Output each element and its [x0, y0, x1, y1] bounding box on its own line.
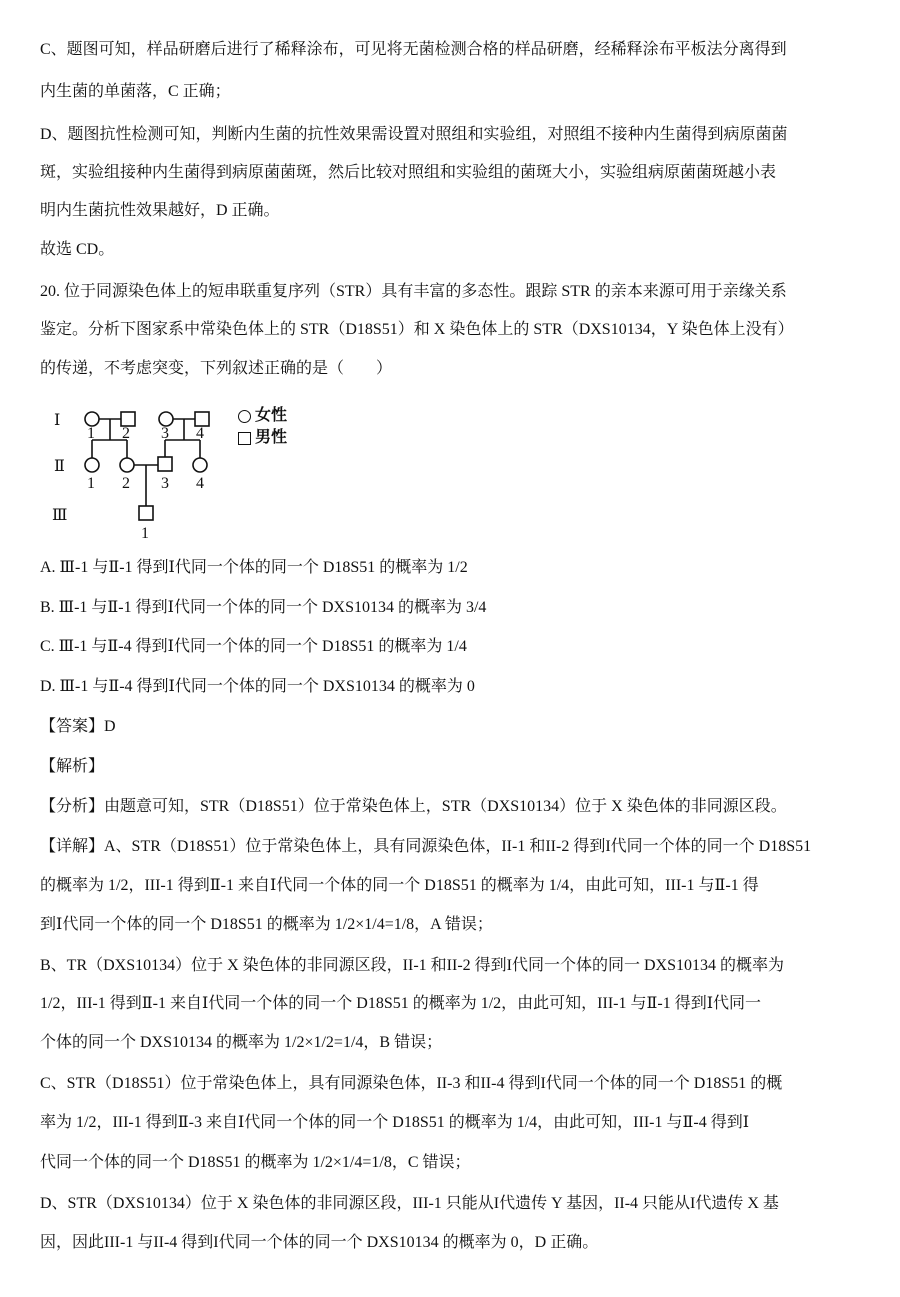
legend-female	[238, 405, 287, 427]
gen1-female-1	[85, 412, 99, 426]
option-d-line-2: 斑，实验组接种内生菌得到病原菌菌斑，然后比较对照组和实验组的菌斑大小，实验组病原菌菌斑越小表	[40, 164, 777, 181]
gen2-female-1	[85, 458, 99, 472]
option-d: D. Ⅲ-1 与Ⅱ-4 得到Ⅰ代同一个体的同一个 DXS10134 的概率为 0	[40, 678, 475, 695]
gen-label-2: Ⅱ	[54, 458, 65, 475]
legend-male	[238, 427, 287, 449]
circle-icon	[238, 410, 251, 423]
detail-a-line-3: 到Ⅰ代同一个体的同一个 D18S51 的概率为 1/2×1/4=1/8，A 错误；	[40, 916, 493, 933]
gen2-female-4	[193, 458, 207, 472]
gen1-female-3	[159, 412, 173, 426]
gen3-number: 1	[141, 525, 149, 542]
gen2-number: 1	[87, 475, 95, 492]
pedigree-legend	[238, 405, 287, 449]
option-c-line-1: C、题图可知，样品研磨后进行了稀释涂布，可见将无菌检测合格的样品研磨，经稀释涂布平板法分离得到	[40, 41, 787, 58]
option-c-line-2: 内生菌的单菌落，C 正确；	[40, 83, 231, 100]
option-c: C. Ⅲ-1 与Ⅱ-4 得到Ⅰ代同一个体的同一个 D18S51 的概率为 1/4	[40, 638, 467, 655]
detail-c-line-3: 代同一个体的同一个 D18S51 的概率为 1/2×1/4=1/8，C 错误；	[40, 1154, 471, 1171]
gen1-number: 4	[196, 425, 204, 442]
question-stem-line-2: 鉴定。分析下图家系中常染色体上的 STR（D18S51）和 X 染色体上的 STR（DXS10134，Y 染色体上没有）	[40, 321, 794, 338]
detail-d-line-1: D、STR（DXS10134）位于 X 染色体的非同源区段，III-1 只能从I代遗传 Y 基因，II-4 只能从I代遗传 X 基	[40, 1195, 779, 1212]
gen2-number: 4	[196, 475, 204, 492]
conclusion-line: 故选 CD。	[40, 241, 115, 258]
legend-female-label: 女性	[255, 407, 288, 424]
analysis-summary: 【分析】由题意可知，STR（D18S51）位于常染色体上，STR（DXS10134）位于 X 染色体的非同源区段。	[40, 798, 787, 815]
option-d-line-1: D、题图抗性检测可知，判断内生菌的抗性效果需设置对照组和实验组，对照组不接种内生菌得到病原菌菌	[40, 126, 788, 143]
option-b: B. Ⅲ-1 与Ⅱ-1 得到Ⅰ代同一个体的同一个 DXS10134 的概率为 3/4	[40, 599, 487, 616]
legend-male-label: 男性	[255, 429, 288, 446]
detail-c-line-2: 率为 1/2，III-1 得到Ⅱ-3 来自Ⅰ代同一个体的同一个 D18S51 的概率为 1/4，由此可知，III-1 与Ⅱ-4 得到Ⅰ	[40, 1114, 750, 1131]
question-stem-line-3: 的传递，不考虑突变，下列叙述正确的是（ ）	[40, 360, 393, 377]
square-icon	[238, 432, 251, 445]
detail-c-line-1: C、STR（D18S51）位于常染色体上，具有同源染色体，II-3 和II-4 得到I代同一个体的同一个 D18S51 的概	[40, 1075, 783, 1092]
gen-label-3: Ⅲ	[52, 507, 68, 524]
detail-b-line-1: B、TR（DXS10134）位于 X 染色体的非同源区段，II-1 和II-2 得到I代同一个体的同一 DXS10134 的概率为	[40, 957, 784, 974]
gen1-number: 3	[161, 425, 169, 442]
gen1-male-2	[121, 412, 135, 426]
gen2-number: 3	[161, 475, 169, 492]
gen-label-1: Ⅰ	[54, 412, 61, 429]
detail-b-line-3: 个体的同一个 DXS10134 的概率为 1/2×1/2=1/4，B 错误；	[40, 1034, 443, 1051]
option-a: A. Ⅲ-1 与Ⅱ-1 得到Ⅰ代同一个体的同一个 D18S51 的概率为 1/2	[40, 559, 468, 576]
gen3-male-1	[139, 506, 153, 520]
gen1-male-4	[195, 412, 209, 426]
gen1-number: 1	[87, 425, 95, 442]
gen2-male-3	[158, 457, 172, 471]
detail-a-line-1: 【详解】A、STR（D18S51）位于常染色体上，具有同源染色体，II-1 和II-2 得到I代同一个体的同一个 D18S51	[40, 838, 812, 855]
detail-b-line-2: 1/2，III-1 得到Ⅱ-1 来自Ⅰ代同一个体的同一个 D18S51 的概率为 1/2，由此可知，III-1 与Ⅱ-1 得到Ⅰ代同一	[40, 995, 762, 1012]
option-d-line-3: 明内生菌抗性效果越好，D 正确。	[40, 202, 280, 219]
question-stem-line-1: 20. 位于同源染色体上的短串联重复序列（STR）具有丰富的多态性。跟踪 STR 的亲本来源可用于亲缘关系	[40, 283, 787, 300]
gen1-number: 2	[122, 425, 130, 442]
analysis-header: 【解析】	[40, 758, 105, 775]
answer-line: 【答案】D	[40, 718, 116, 735]
gen2-number: 2	[122, 475, 130, 492]
gen2-female-2	[120, 458, 134, 472]
detail-d-line-2: 因，因此III-1 与II-4 得到I代同一个体的同一个 DXS10134 的概率为 0，D 正确。	[40, 1234, 599, 1251]
detail-a-line-2: 的概率为 1/2，III-1 得到Ⅱ-1 来自Ⅰ代同一个体的同一个 D18S51 的概率为 1/4，由此可知，III-1 与Ⅱ-1 得	[40, 877, 759, 894]
